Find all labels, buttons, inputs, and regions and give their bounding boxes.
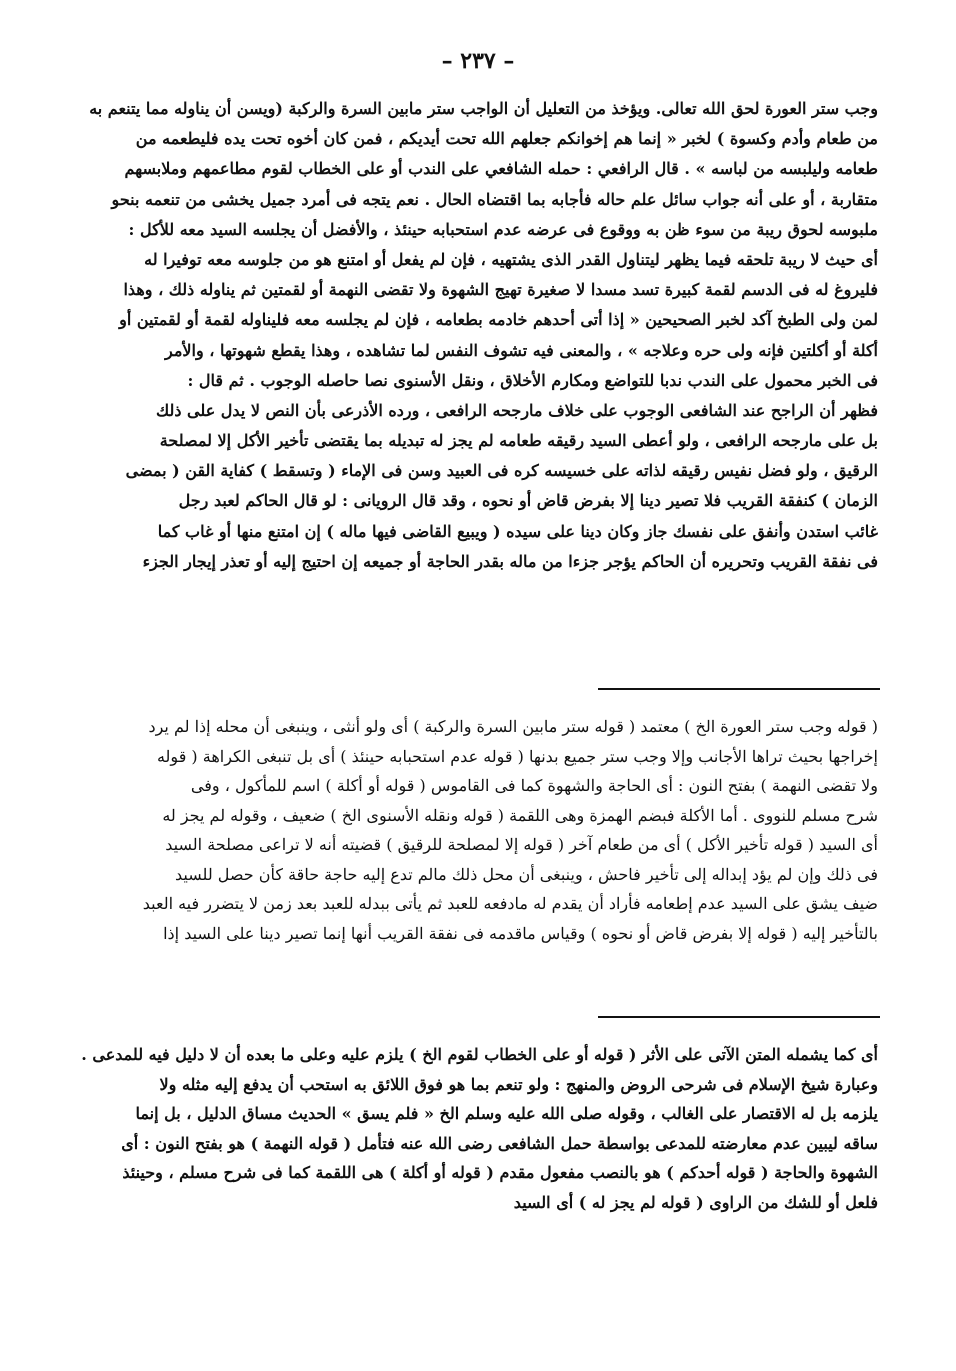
main-text-line: طعامه وليلبسه من لباسه » . قال الرافعي : حمله الشافعي على الندب أو على الخطاب لقوم مطاعمهم وملابسهم [124,159,878,179]
commentary-first [66,712,878,948]
commentary-line: يلزمه بل له الاقتصار على الغالب ، وقوله صلى الله عليه وسلم الخ « فلم يسق » الحديث مساق الدليل ، بل إنما [135,1104,878,1123]
main-text-line: فى نفقة القريب وتحريره أن الحاكم يؤجر جزءا من ماله بقدر الحاجة أو جميعه إن احتيج إليه أو تعذر إيجار الجزء [142,551,878,571]
main-text-line: ملبوسه لحوق ريبة من سوء ظن به ووقوع فى عرضه عدم استحبابه حينئذ ، والأفضل أن يجلسه السيد معه للأكل : [128,219,878,239]
main-text-line: الرقيق ، ولو فضل نفيس رقيقه لذاته على خسيسه كره فى العبيد وسن فى الإماء ( وتسقط ) كفاية القن ( بمضى [125,461,878,481]
main-text-line: أكلة أو أكلتين فإنه ولى حره وعلاجه » ، والمعنى فيه تشوف النفس لما تشاهده ، وهذا يقطع شهوتها ، والأمر [165,340,878,360]
main-text-line: فليروغ له فى الدسم لقمة كبيرة تسد مسدا لا صغيرة تهيج الشهوة ولا تقضى النهمة أو لقمتين ثم يناوله ذلك ، وهذا [123,280,878,300]
commentary-line: ولا تقضى النهمة ) بفتح النون : أى الحاجة والشهوة كما فى القاموس ( قوله أو أكلة ) اسم للمأكول ، وفى [190,776,878,795]
commentary-line: وعبارة شيخ الإسلام فى شرحى الروض والمنهج : ولو تنعم بما هو فوق اللائق به استحب أن يدفع إليه مثله ولا [159,1074,878,1094]
commentary-line: ( قوله وجب ستر العورة الخ ) معتمد ( قوله ستر مابين السرة والركبة ) أى ولو أنثى ، وينبغى أن محله إذا لم يرد [148,717,878,736]
commentary-line: الشهوة والحاجة ( قوله أحدكم ) هو بالنصب مفعول مقدم ( قوله أو أكلة ) هى اللقمة كما فى شرح مسلم ، وحينئذ [122,1163,878,1182]
main-text-line: فى الخبر محمول على الندب ندبا للتواضع ومكارم الأخلاق ، ونقل الأسنوى نصا حاصله الوجوب . ثم قال : [187,370,878,390]
commentary-line: أى كما يشمله المتن الآتى على الأثر ( قوله أو على الخطاب لقوم الخ ) يلزم عليه وعلى ما بعده أن لا دليل فيه للمدعى . [81,1045,878,1064]
main-text [66,94,878,577]
commentary-line: فى ذلك وإن لم يؤد إبداله إلى تأخير فاحش ، وينبغى أن محل ذلك مالم تدع إليه حاجة حاقة كأن حصل للسيد [175,864,878,884]
commentary-line: ساقه ليبين عدم معارضته للمدعى بواسطة حمل الشافعى رضى الله عنه فتأمل ( قوله النهمة ) هو بفتح النون : أى [121,1133,878,1153]
main-text-line: غائب استدن وأنفق على نفسك جاز وكان دينا على سيده ( ويبيع القاضى فيها ماله ) إن امتنع منها أو غاب كما [157,521,878,541]
commentary-line: ضيف يشق على السيد عدم إطعامه فأراد أن يقدم له مادفعه للعبد ثم يأتى ببدله للعبد بعد زمن لا يتضرر فيه العبد [142,894,878,913]
main-text-line: فظهر أن الراجح عند الشافعى الوجوب على خلاف مارجحه الرافعى ، ورده الأذرعى بأن النص لا يدل على ذلك [156,400,878,420]
main-text-line: من طعام وأدم وكسوة ) لخبر « إنما هم إخوانكم جعلهم الله تحت أيديكم ، فمن كان أخوه تحت يده فليطعمه من [135,129,878,149]
commentary-line: إخراجها بحيث تراها الأجانب وإلا وجب ستر جميع بدنها ( قوله عدم استحبابه حينئذ ) أى بل تنبغى الكراهة ( قوله [156,746,878,766]
footnote-divider [598,688,880,690]
commentary-line: فلعل أو للشك من الراوى ( قوله لم يجز له ) أى السيد [513,1192,878,1212]
main-text-line: لمن ولى الطبخ آكد لخبر الصحيحين « إذا أتى أحدهم خادمه بطعامه ، فإن لم يجلسه معه فليناوله لقمة أو لقمتين أو [119,310,878,330]
page-number: – ٢٣٧ – [441,48,515,74]
main-text-line: أى حيث لا ريبة تلحقه فيما يظهر ليتناول القدر الذى يشتهيه ، فإن لم يفعل أو امتنع هو من جلوسه معه توفيرا له [144,249,878,269]
commentary-line: بالتأخير إليه ( قوله إلا بفرض قاض أو نحوه ) وقياس ماقدمه فى نفقة القريب أنها إنما تصير دينا على السيد إذا [163,923,878,943]
main-text-line: متقاربة ، أو على أنه جواب سائل علم حاله فأجابه بما اقتضاه الحال . نعم يتجه فى أمرد جميل يخشى من تنعمه بنحو [111,189,878,209]
commentary-line: شرح مسلم للنووى . أما الأكلة فبضم الهمزة وهى اللقمة ( قوله ونقله الأسنوى الخ ) ضعيف ، وقوله لم يجز له [162,805,878,825]
main-text-line: الزمان ) كنفقة القريب فلا تصير دينا إلا بفرض قاض أو نحوه ، وقد قال الرويانى : لو قال الحاكم لعبد رجل [178,491,878,511]
commentary-second [76,1040,878,1217]
main-text-line: وجب ستر العورة لحق الله تعالى. ويؤخذ من التعليل أن الواجب ستر مابين السرة والركبة (ويسن أن يناوله مما يتنعم به [89,99,878,118]
commentary-line: أى السيد ( قوله تأخير الأكل ) أى من طعام آخر ( قوله إلا لمصلحة للرقيق ) قضيته أنه لا تراعى مصلحة السيد [165,835,878,854]
main-text-line: بل على مارجحه الرافعى ، ولو أعطى السيد رقيقه طعامه لم يجز له تبديله بما يقتضى تأخير الأكل إلا لمصلحة [159,431,878,451]
footnote-divider [598,1016,880,1018]
